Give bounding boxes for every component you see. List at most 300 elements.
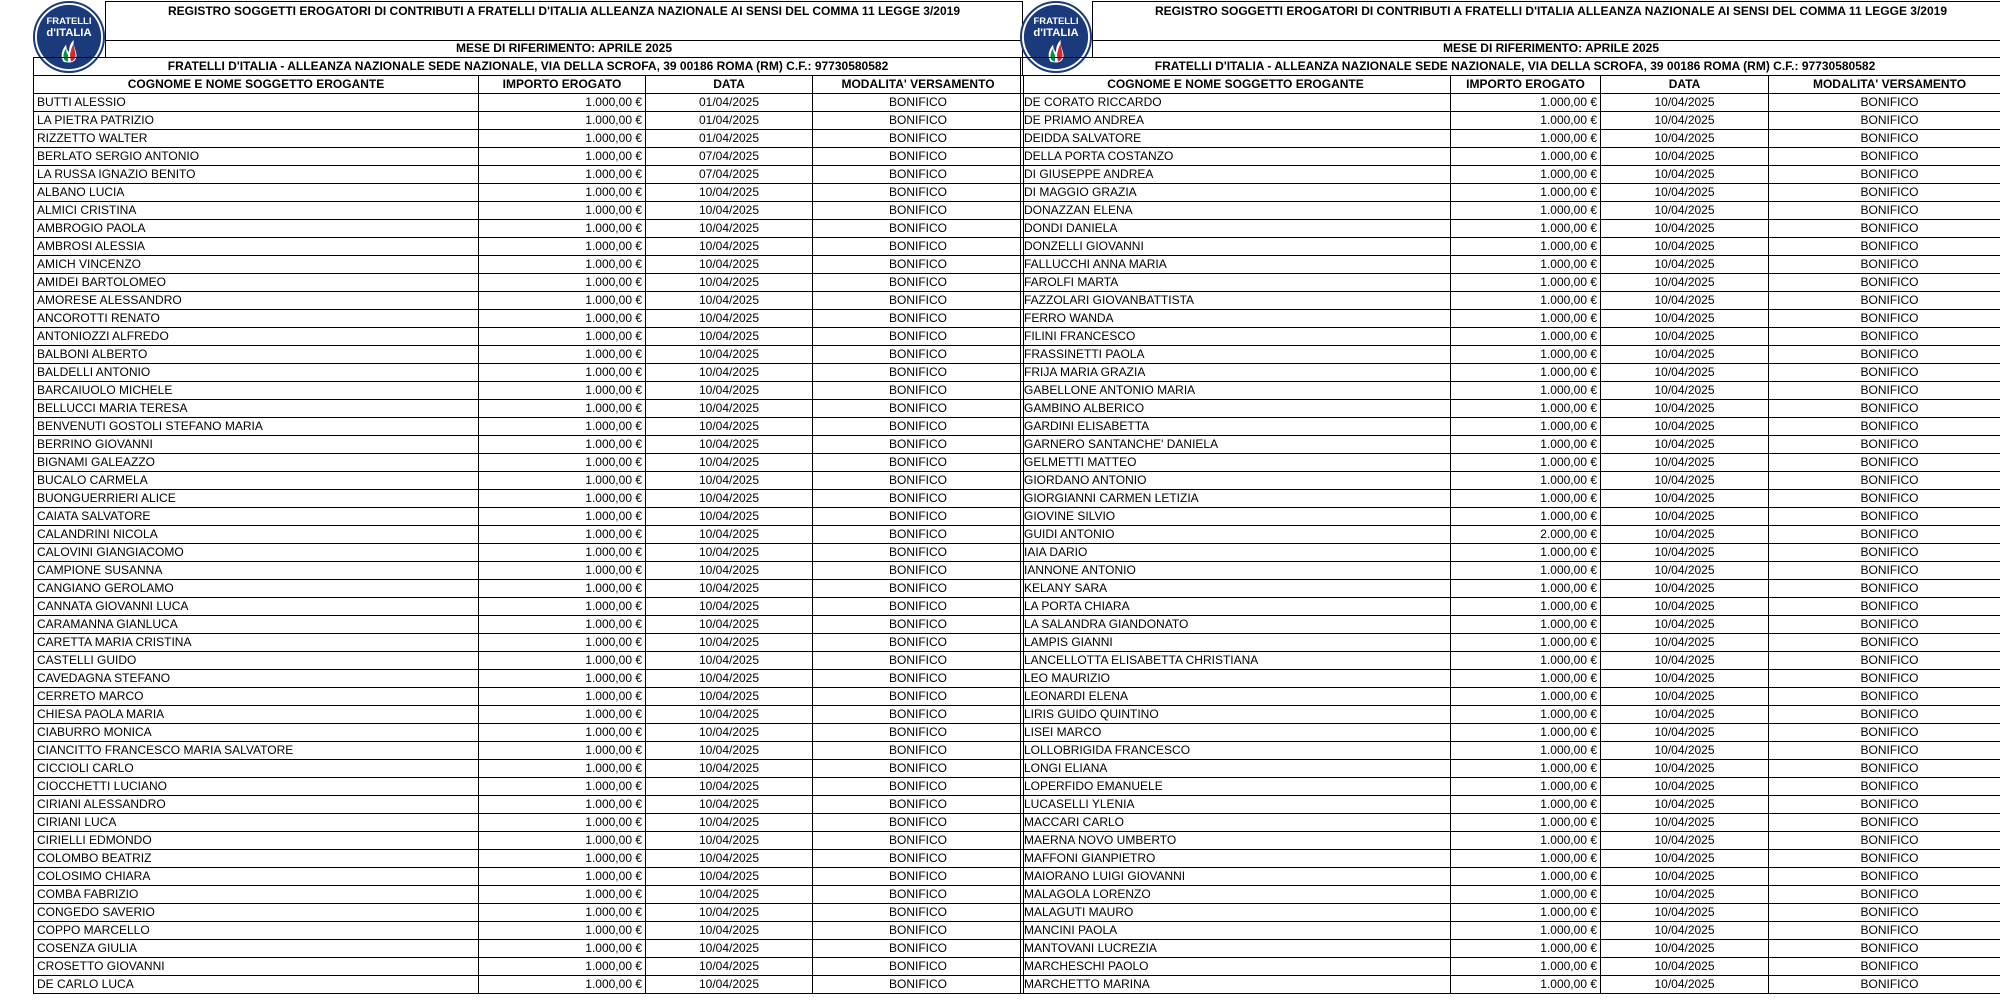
- register-page-right: [1020, 0, 2000, 1000]
- donor-name-cell: CIOCCHETTI LUCIANO: [34, 778, 479, 796]
- payment-mode-cell: BONIFICO: [1769, 616, 2000, 634]
- date-cell: 10/04/2025: [646, 832, 813, 850]
- date-cell: 10/04/2025: [646, 760, 813, 778]
- table-row: [1021, 418, 2000, 436]
- table-row: [34, 544, 1024, 562]
- amount-cell: 1.000,00 €: [1451, 274, 1601, 292]
- table-row: [34, 220, 1024, 238]
- table-row: [1021, 472, 2000, 490]
- payment-mode-cell: BONIFICO: [1769, 526, 2000, 544]
- payment-mode-cell: BONIFICO: [813, 418, 1024, 436]
- date-cell: 10/04/2025: [1601, 958, 1769, 976]
- date-cell: 10/04/2025: [1601, 868, 1769, 886]
- amount-cell: 1.000,00 €: [1451, 724, 1601, 742]
- date-cell: 10/04/2025: [1601, 706, 1769, 724]
- date-cell: 10/04/2025: [1601, 724, 1769, 742]
- donor-name-cell: LA SALANDRA GIANDONATO: [1021, 616, 1451, 634]
- donor-name-cell: GARNERO SANTANCHE' DANIELA: [1021, 436, 1451, 454]
- amount-cell: 2.000,00 €: [1451, 526, 1601, 544]
- table-row: [34, 112, 1024, 130]
- donor-name-cell: DE CORATO RICCARDO: [1021, 94, 1451, 112]
- table-row: [1021, 274, 2000, 292]
- payment-mode-cell: BONIFICO: [813, 202, 1024, 220]
- amount-cell: 1.000,00 €: [479, 346, 646, 364]
- date-cell: 10/04/2025: [1601, 778, 1769, 796]
- payment-mode-cell: BONIFICO: [1769, 274, 2000, 292]
- table-row: [34, 778, 1024, 796]
- date-cell: 10/04/2025: [1601, 220, 1769, 238]
- payment-mode-cell: BONIFICO: [1769, 202, 2000, 220]
- donor-name-cell: LOPERFIDO EMANUELE: [1021, 778, 1451, 796]
- date-cell: 10/04/2025: [1601, 454, 1769, 472]
- amount-cell: 1.000,00 €: [479, 112, 646, 130]
- table-row: [34, 472, 1024, 490]
- payment-mode-cell: BONIFICO: [1769, 562, 2000, 580]
- date-cell: 10/04/2025: [646, 778, 813, 796]
- donors-table-right: [1020, 75, 2000, 994]
- table-row: [1021, 148, 2000, 166]
- svg-text:d'ITALIA: d'ITALIA: [46, 27, 92, 40]
- date-cell: 01/04/2025: [646, 94, 813, 112]
- table-row: [34, 508, 1024, 526]
- payment-mode-cell: BONIFICO: [813, 652, 1024, 670]
- table-row: [1021, 256, 2000, 274]
- table-row: [34, 940, 1024, 958]
- amount-cell: 1.000,00 €: [1451, 580, 1601, 598]
- donor-name-cell: LA RUSSA IGNAZIO BENITO: [34, 166, 479, 184]
- date-cell: 10/04/2025: [646, 742, 813, 760]
- donor-name-cell: AMIDEI BARTOLOMEO: [34, 274, 479, 292]
- donor-name-cell: MAIORANO LUIGI GIOVANNI: [1021, 868, 1451, 886]
- payment-mode-cell: BONIFICO: [813, 544, 1024, 562]
- donor-name-cell: LIRIS GUIDO QUINTINO: [1021, 706, 1451, 724]
- donor-name-cell: DI GIUSEPPE ANDREA: [1021, 166, 1451, 184]
- payment-mode-cell: BONIFICO: [1769, 868, 2000, 886]
- amount-cell: 1.000,00 €: [479, 544, 646, 562]
- amount-cell: 1.000,00 €: [479, 94, 646, 112]
- amount-cell: 1.000,00 €: [1451, 436, 1601, 454]
- payment-mode-cell: BONIFICO: [1769, 418, 2000, 436]
- amount-cell: 1.000,00 €: [1451, 346, 1601, 364]
- table-row: [34, 814, 1024, 832]
- amount-cell: 1.000,00 €: [1451, 742, 1601, 760]
- donor-name-cell: COPPO MARCELLO: [34, 922, 479, 940]
- date-cell: 10/04/2025: [1601, 904, 1769, 922]
- register-title: REGISTRO SOGGETTI EROGATORI DI CONTRIBUTI A FRATELLI D'ITALIA ALLEANZA NAZIONALE AI SENSI DEL COMMA 11 LEGGE 3/2019: [1092, 1, 2000, 22]
- payment-mode-cell: BONIFICO: [1769, 634, 2000, 652]
- payment-mode-cell: BONIFICO: [813, 256, 1024, 274]
- table-row: [1021, 904, 2000, 922]
- table-row: [1021, 868, 2000, 886]
- date-cell: 10/04/2025: [1601, 922, 1769, 940]
- table-row: [34, 238, 1024, 256]
- donor-name-cell: DONAZZAN ELENA: [1021, 202, 1451, 220]
- donor-name-cell: KELANY SARA: [1021, 580, 1451, 598]
- amount-cell: 1.000,00 €: [1451, 310, 1601, 328]
- donor-name-cell: LEO MAURIZIO: [1021, 670, 1451, 688]
- donor-name-cell: COLOSIMO CHIARA: [34, 868, 479, 886]
- donor-name-cell: DONDI DANIELA: [1021, 220, 1451, 238]
- donor-name-cell: BUCALO CARMELA: [34, 472, 479, 490]
- donor-name-cell: COMBA FABRIZIO: [34, 886, 479, 904]
- date-cell: 10/04/2025: [646, 184, 813, 202]
- party-address: FRATELLI D'ITALIA - ALLEANZA NAZIONALE SEDE NAZIONALE, VIA DELLA SCROFA, 39 00186 ROMA (RM) C.F.: 97730580582: [1020, 57, 2000, 75]
- table-row: [34, 526, 1024, 544]
- payment-mode-cell: BONIFICO: [813, 382, 1024, 400]
- date-cell: 10/04/2025: [1601, 472, 1769, 490]
- payment-mode-cell: BONIFICO: [1769, 724, 2000, 742]
- donor-name-cell: BIGNAMI GALEAZZO: [34, 454, 479, 472]
- table-row: [1021, 670, 2000, 688]
- amount-cell: 1.000,00 €: [479, 652, 646, 670]
- date-cell: 10/04/2025: [646, 490, 813, 508]
- payment-mode-cell: BONIFICO: [1769, 346, 2000, 364]
- table-row: [1021, 706, 2000, 724]
- date-cell: 10/04/2025: [646, 310, 813, 328]
- table-row: [34, 436, 1024, 454]
- table-row: [1021, 436, 2000, 454]
- table-row: [34, 868, 1024, 886]
- amount-cell: 1.000,00 €: [1451, 292, 1601, 310]
- payment-mode-cell: BONIFICO: [813, 580, 1024, 598]
- date-cell: 10/04/2025: [1601, 796, 1769, 814]
- table-row: [34, 706, 1024, 724]
- payment-mode-cell: BONIFICO: [813, 94, 1024, 112]
- table-row: [1021, 616, 2000, 634]
- payment-mode-cell: BONIFICO: [813, 688, 1024, 706]
- date-cell: 10/04/2025: [646, 508, 813, 526]
- table-row: [34, 760, 1024, 778]
- payment-mode-cell: BONIFICO: [813, 814, 1024, 832]
- svg-text:FRATELLI: FRATELLI: [46, 15, 92, 27]
- payment-mode-cell: BONIFICO: [813, 562, 1024, 580]
- donor-name-cell: ANCOROTTI RENATO: [34, 310, 479, 328]
- donor-name-cell: GAMBINO ALBERICO: [1021, 400, 1451, 418]
- payment-mode-cell: BONIFICO: [813, 526, 1024, 544]
- date-cell: 10/04/2025: [1601, 688, 1769, 706]
- table-row: [34, 454, 1024, 472]
- table-row: [1021, 364, 2000, 382]
- table-row: [34, 616, 1024, 634]
- date-cell: 10/04/2025: [1601, 364, 1769, 382]
- date-cell: 10/04/2025: [1601, 742, 1769, 760]
- amount-cell: 1.000,00 €: [1451, 652, 1601, 670]
- amount-cell: 1.000,00 €: [479, 688, 646, 706]
- amount-cell: 1.000,00 €: [1451, 328, 1601, 346]
- table-row: [1021, 886, 2000, 904]
- amount-cell: 1.000,00 €: [1451, 634, 1601, 652]
- donor-name-cell: LONGI ELIANA: [1021, 760, 1451, 778]
- date-cell: 10/04/2025: [646, 814, 813, 832]
- payment-mode-cell: BONIFICO: [1769, 292, 2000, 310]
- date-cell: 10/04/2025: [1601, 526, 1769, 544]
- donor-name-cell: BALBONI ALBERTO: [34, 346, 479, 364]
- donor-name-cell: GIOVINE SILVIO: [1021, 508, 1451, 526]
- payment-mode-cell: BONIFICO: [1769, 220, 2000, 238]
- payment-mode-cell: BONIFICO: [1769, 940, 2000, 958]
- donor-name-cell: DE CARLO LUCA: [34, 976, 479, 994]
- table-row: [1021, 130, 2000, 148]
- amount-cell: 1.000,00 €: [479, 904, 646, 922]
- amount-cell: 1.000,00 €: [1451, 778, 1601, 796]
- donor-name-cell: MARCHESCHI PAOLO: [1021, 958, 1451, 976]
- amount-cell: 1.000,00 €: [1451, 958, 1601, 976]
- amount-cell: 1.000,00 €: [479, 454, 646, 472]
- table-row: [1021, 328, 2000, 346]
- table-row: [34, 958, 1024, 976]
- date-cell: 10/04/2025: [646, 238, 813, 256]
- payment-mode-cell: BONIFICO: [1769, 436, 2000, 454]
- payment-mode-cell: BONIFICO: [1769, 166, 2000, 184]
- table-row: [34, 292, 1024, 310]
- amount-cell: 1.000,00 €: [479, 184, 646, 202]
- table-row: [1021, 346, 2000, 364]
- register-page-left: [33, 0, 1023, 1000]
- table-header-row: [34, 76, 1024, 94]
- amount-cell: 1.000,00 €: [1451, 130, 1601, 148]
- amount-cell: 1.000,00 €: [479, 256, 646, 274]
- payment-mode-cell: BONIFICO: [813, 886, 1024, 904]
- payment-mode-cell: BONIFICO: [813, 346, 1024, 364]
- table-row: [1021, 958, 2000, 976]
- payment-mode-cell: BONIFICO: [813, 922, 1024, 940]
- payment-mode-cell: BONIFICO: [1769, 472, 2000, 490]
- donor-name-cell: MANTOVANI LUCREZIA: [1021, 940, 1451, 958]
- donor-name-cell: FILINI FRANCESCO: [1021, 328, 1451, 346]
- donor-name-cell: CONGEDO SAVERIO: [34, 904, 479, 922]
- donor-name-cell: CALOVINI GIANGIACOMO: [34, 544, 479, 562]
- amount-cell: 1.000,00 €: [1451, 400, 1601, 418]
- amount-cell: 1.000,00 €: [479, 526, 646, 544]
- donor-name-cell: CAVEDAGNA STEFANO: [34, 670, 479, 688]
- payment-mode-cell: BONIFICO: [813, 472, 1024, 490]
- payment-mode-cell: BONIFICO: [813, 490, 1024, 508]
- date-cell: 10/04/2025: [1601, 94, 1769, 112]
- payment-mode-cell: BONIFICO: [1769, 94, 2000, 112]
- donor-name-cell: FERRO WANDA: [1021, 310, 1451, 328]
- payment-mode-cell: BONIFICO: [1769, 112, 2000, 130]
- date-cell: 10/04/2025: [646, 652, 813, 670]
- table-row: [1021, 292, 2000, 310]
- payment-mode-cell: BONIFICO: [813, 400, 1024, 418]
- amount-cell: 1.000,00 €: [1451, 832, 1601, 850]
- svg-text:FRATELLI: FRATELLI: [1033, 15, 1079, 27]
- amount-cell: 1.000,00 €: [479, 670, 646, 688]
- donor-name-cell: CANNATA GIOVANNI LUCA: [34, 598, 479, 616]
- date-cell: 10/04/2025: [1601, 418, 1769, 436]
- amount-cell: 1.000,00 €: [1451, 850, 1601, 868]
- date-cell: 10/04/2025: [646, 472, 813, 490]
- table-row: [1021, 724, 2000, 742]
- amount-cell: 1.000,00 €: [1451, 112, 1601, 130]
- amount-cell: 1.000,00 €: [479, 562, 646, 580]
- table-row: [34, 364, 1024, 382]
- payment-mode-cell: BONIFICO: [813, 760, 1024, 778]
- table-row: [34, 976, 1024, 994]
- payment-mode-cell: BONIFICO: [1769, 364, 2000, 382]
- table-row: [1021, 922, 2000, 940]
- amount-cell: 1.000,00 €: [479, 292, 646, 310]
- amount-cell: 1.000,00 €: [1451, 472, 1601, 490]
- date-cell: 10/04/2025: [646, 976, 813, 994]
- date-cell: 10/04/2025: [646, 526, 813, 544]
- amount-cell: 1.000,00 €: [1451, 598, 1601, 616]
- table-row: [1021, 598, 2000, 616]
- amount-cell: 1.000,00 €: [479, 886, 646, 904]
- donor-name-cell: BARCAIUOLO MICHELE: [34, 382, 479, 400]
- column-header-mode: MODALITA' VERSAMENTO: [813, 76, 1024, 94]
- payment-mode-cell: BONIFICO: [813, 868, 1024, 886]
- payment-mode-cell: BONIFICO: [1769, 778, 2000, 796]
- payment-mode-cell: BONIFICO: [1769, 490, 2000, 508]
- table-row: [34, 202, 1024, 220]
- donor-name-cell: IAIA DARIO: [1021, 544, 1451, 562]
- register-title: REGISTRO SOGGETTI EROGATORI DI CONTRIBUTI A FRATELLI D'ITALIA ALLEANZA NAZIONALE AI SENSI DEL COMMA 11 LEGGE 3/2019: [105, 1, 1023, 22]
- donor-name-cell: GIORDANO ANTONIO: [1021, 472, 1451, 490]
- payment-mode-cell: BONIFICO: [813, 976, 1024, 994]
- date-cell: 10/04/2025: [646, 958, 813, 976]
- table-row: [34, 688, 1024, 706]
- donor-name-cell: CALANDRINI NICOLA: [34, 526, 479, 544]
- date-cell: 10/04/2025: [646, 868, 813, 886]
- payment-mode-cell: BONIFICO: [1769, 400, 2000, 418]
- donor-name-cell: CIRIANI LUCA: [34, 814, 479, 832]
- amount-cell: 1.000,00 €: [479, 778, 646, 796]
- date-cell: 10/04/2025: [1601, 562, 1769, 580]
- payment-mode-cell: BONIFICO: [813, 850, 1024, 868]
- donor-name-cell: BALDELLI ANTONIO: [34, 364, 479, 382]
- amount-cell: 1.000,00 €: [1451, 976, 1601, 994]
- payment-mode-cell: BONIFICO: [813, 436, 1024, 454]
- donor-name-cell: DE PRIAMO ANDREA: [1021, 112, 1451, 130]
- amount-cell: 1.000,00 €: [479, 814, 646, 832]
- table-row: [1021, 382, 2000, 400]
- amount-cell: 1.000,00 €: [479, 490, 646, 508]
- amount-cell: 1.000,00 €: [479, 796, 646, 814]
- amount-cell: 1.000,00 €: [479, 400, 646, 418]
- amount-cell: 1.000,00 €: [479, 274, 646, 292]
- donor-name-cell: CIRIANI ALESSANDRO: [34, 796, 479, 814]
- date-cell: 10/04/2025: [646, 940, 813, 958]
- date-cell: 10/04/2025: [1601, 976, 1769, 994]
- amount-cell: 1.000,00 €: [479, 760, 646, 778]
- table-row: [34, 94, 1024, 112]
- payment-mode-cell: BONIFICO: [1769, 904, 2000, 922]
- donor-name-cell: LAMPIS GIANNI: [1021, 634, 1451, 652]
- table-row: [1021, 814, 2000, 832]
- payment-mode-cell: BONIFICO: [1769, 832, 2000, 850]
- date-cell: 10/04/2025: [1601, 166, 1769, 184]
- payment-mode-cell: BONIFICO: [813, 364, 1024, 382]
- donor-name-cell: MALAGOLA LORENZO: [1021, 886, 1451, 904]
- donor-name-cell: FRASSINETTI PAOLA: [1021, 346, 1451, 364]
- payment-mode-cell: BONIFICO: [813, 454, 1024, 472]
- donor-name-cell: LA PIETRA PATRIZIO: [34, 112, 479, 130]
- column-header-date: DATA: [1601, 76, 1769, 94]
- amount-cell: 1.000,00 €: [479, 958, 646, 976]
- amount-cell: 1.000,00 €: [1451, 184, 1601, 202]
- donor-name-cell: DELLA PORTA COSTANZO: [1021, 148, 1451, 166]
- donor-name-cell: MANCINI PAOLA: [1021, 922, 1451, 940]
- date-cell: 10/04/2025: [646, 598, 813, 616]
- date-cell: 10/04/2025: [646, 364, 813, 382]
- svg-text:d'ITALIA: d'ITALIA: [1033, 27, 1079, 40]
- payment-mode-cell: BONIFICO: [1769, 706, 2000, 724]
- date-cell: 10/04/2025: [1601, 886, 1769, 904]
- date-cell: 01/04/2025: [646, 130, 813, 148]
- payment-mode-cell: BONIFICO: [813, 508, 1024, 526]
- donor-name-cell: GIORGIANNI CARMEN LETIZIA: [1021, 490, 1451, 508]
- amount-cell: 1.000,00 €: [1451, 706, 1601, 724]
- date-cell: 10/04/2025: [646, 616, 813, 634]
- date-cell: 10/04/2025: [646, 256, 813, 274]
- donor-name-cell: AMORESE ALESSANDRO: [34, 292, 479, 310]
- table-row: [1021, 562, 2000, 580]
- donor-name-cell: ANTONIOZZI ALFREDO: [34, 328, 479, 346]
- table-row: [34, 652, 1024, 670]
- date-cell: 10/04/2025: [646, 850, 813, 868]
- date-cell: 10/04/2025: [1601, 328, 1769, 346]
- amount-cell: 1.000,00 €: [1451, 616, 1601, 634]
- amount-cell: 1.000,00 €: [479, 868, 646, 886]
- date-cell: 10/04/2025: [1601, 634, 1769, 652]
- payment-mode-cell: BONIFICO: [813, 706, 1024, 724]
- payment-mode-cell: BONIFICO: [1769, 130, 2000, 148]
- payment-mode-cell: BONIFICO: [813, 112, 1024, 130]
- payment-mode-cell: BONIFICO: [1769, 760, 2000, 778]
- table-row: [34, 418, 1024, 436]
- date-cell: 10/04/2025: [646, 220, 813, 238]
- donor-name-cell: IANNONE ANTONIO: [1021, 562, 1451, 580]
- amount-cell: 1.000,00 €: [1451, 922, 1601, 940]
- payment-mode-cell: BONIFICO: [813, 904, 1024, 922]
- amount-cell: 1.000,00 €: [1451, 382, 1601, 400]
- amount-cell: 1.000,00 €: [479, 382, 646, 400]
- date-cell: 10/04/2025: [646, 346, 813, 364]
- date-cell: 10/04/2025: [1601, 292, 1769, 310]
- amount-cell: 1.000,00 €: [479, 166, 646, 184]
- reference-month: MESE DI RIFERIMENTO: APRILE 2025: [105, 40, 1023, 58]
- date-cell: 10/04/2025: [646, 454, 813, 472]
- table-row: [34, 166, 1024, 184]
- payment-mode-cell: BONIFICO: [813, 940, 1024, 958]
- donor-name-cell: DI MAGGIO GRAZIA: [1021, 184, 1451, 202]
- amount-cell: 1.000,00 €: [479, 940, 646, 958]
- table-row: [34, 850, 1024, 868]
- table-row: [34, 148, 1024, 166]
- donor-name-cell: FALLUCCHI ANNA MARIA: [1021, 256, 1451, 274]
- payment-mode-cell: BONIFICO: [813, 166, 1024, 184]
- payment-mode-cell: BONIFICO: [1769, 652, 2000, 670]
- donor-name-cell: LA PORTA CHIARA: [1021, 598, 1451, 616]
- amount-cell: 1.000,00 €: [1451, 508, 1601, 526]
- column-header-date: DATA: [646, 76, 813, 94]
- donor-name-cell: LUCASELLI YLENIA: [1021, 796, 1451, 814]
- table-row: [34, 328, 1024, 346]
- date-cell: 10/04/2025: [646, 886, 813, 904]
- amount-cell: 1.000,00 €: [1451, 202, 1601, 220]
- date-cell: 10/04/2025: [1601, 652, 1769, 670]
- donor-name-cell: BENVENUTI GOSTOLI STEFANO MARIA: [34, 418, 479, 436]
- donor-name-cell: ALMICI CRISTINA: [34, 202, 479, 220]
- table-row: [34, 184, 1024, 202]
- date-cell: 10/04/2025: [1601, 274, 1769, 292]
- amount-cell: 1.000,00 €: [1451, 814, 1601, 832]
- donor-name-cell: FAROLFI MARTA: [1021, 274, 1451, 292]
- payment-mode-cell: BONIFICO: [813, 148, 1024, 166]
- donor-name-cell: CANGIANO GEROLAMO: [34, 580, 479, 598]
- table-row: [1021, 400, 2000, 418]
